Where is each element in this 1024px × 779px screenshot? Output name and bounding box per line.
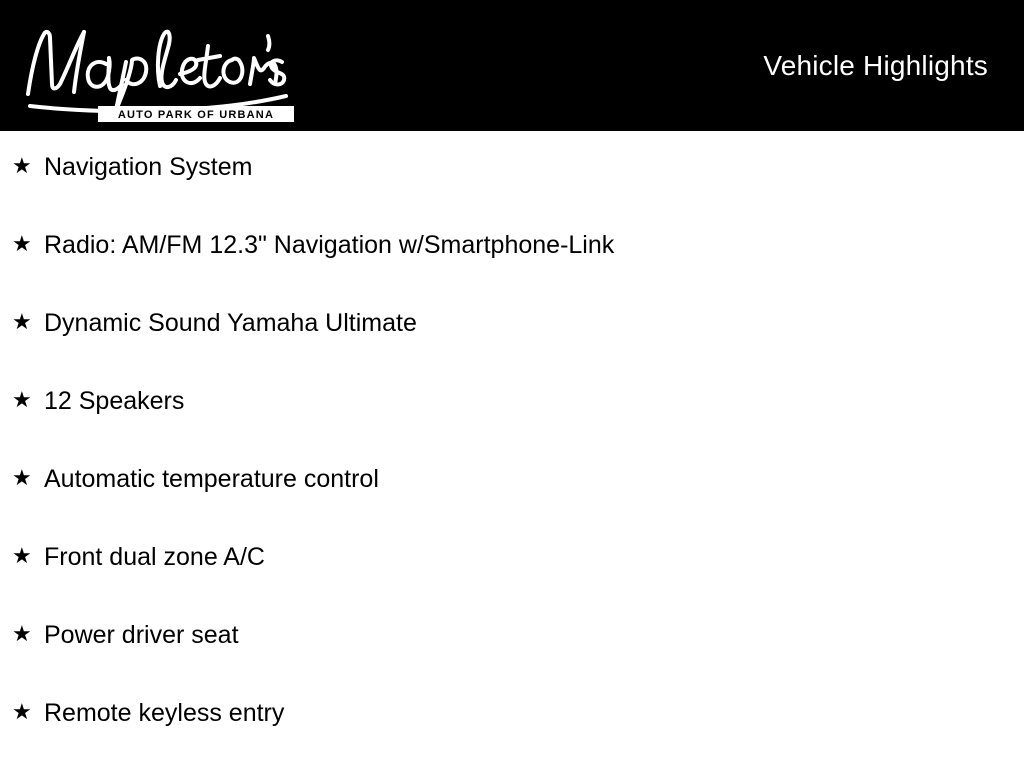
star-icon: ★	[12, 309, 32, 334]
star-icon: ★	[12, 543, 32, 568]
star-icon: ★	[12, 465, 32, 490]
list-item-label: Power driver seat	[44, 621, 239, 649]
list-item-label: Navigation System	[44, 153, 253, 181]
list-item	[0, 389, 1024, 467]
list-item	[0, 623, 1024, 701]
star-icon: ★	[12, 387, 32, 412]
list-item	[0, 155, 1024, 233]
list-item-label: 12 Speakers	[44, 387, 185, 415]
list-item-label: Remote keyless entry	[44, 699, 285, 727]
page-header	[0, 0, 1024, 131]
page-title: Vehicle Highlights	[763, 49, 988, 81]
star-icon: ★	[12, 621, 32, 646]
list-item	[0, 545, 1024, 623]
star-icon: ★	[12, 699, 32, 724]
list-item-label: Dynamic Sound Yamaha Ultimate	[44, 309, 417, 337]
napletons-logo	[10, 10, 300, 122]
list-item	[0, 701, 1024, 779]
list-item	[0, 233, 1024, 311]
vehicle-highlights-list	[0, 131, 1024, 779]
list-item	[0, 467, 1024, 545]
list-item-label: Front dual zone A/C	[44, 543, 265, 571]
list-item-label: Automatic temperature control	[44, 465, 379, 493]
logo-subtitle: AUTO PARK OF URBANA	[117, 108, 275, 121]
star-icon: ★	[12, 231, 32, 256]
list-item	[0, 311, 1024, 389]
star-icon: ★	[12, 153, 32, 178]
list-item-label: Radio: AM/FM 12.3" Navigation w/Smartphone-Link	[44, 231, 615, 259]
